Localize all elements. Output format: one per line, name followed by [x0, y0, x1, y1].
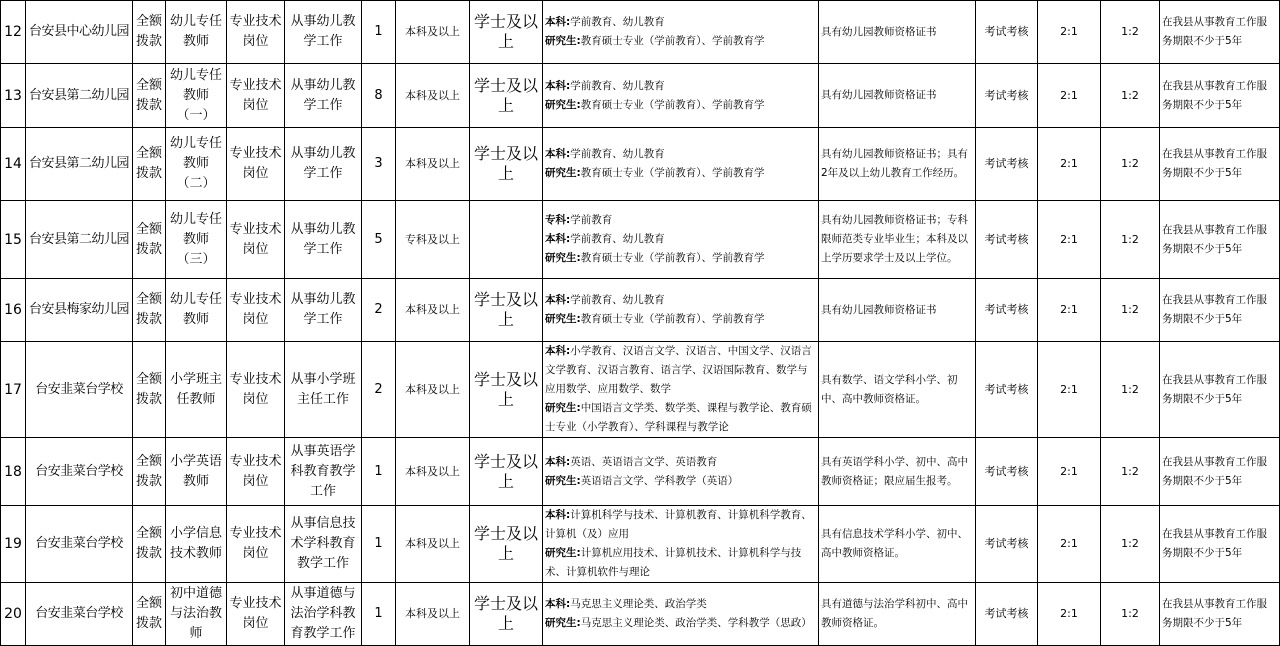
exam-ratio: 2:1 — [1038, 583, 1101, 646]
unit-name: 台安县第二幼儿园 — [26, 128, 133, 201]
major-list: 计算机应用技术、计算机技术、计算机科学与技术、计算机软件与理论 — [545, 547, 802, 578]
other-requirements: 具有幼儿园教师资格证书 — [819, 1, 976, 64]
major-list: 小学教育、汉语言文学、汉语言、中国文学、汉语言文学教育、汉语言教育、语言学、汉语国际教育、数学与应用数学、应用数学、数学 — [545, 345, 812, 395]
unit-name: 台安韭菜台学校 — [26, 583, 133, 646]
major-line — [545, 211, 816, 230]
hire-count: 8 — [362, 64, 396, 128]
row-number: 17 — [1, 342, 26, 438]
major-level-label: 本科: — [545, 233, 571, 245]
row-number: 12 — [1, 1, 26, 64]
hire-count: 3 — [362, 128, 396, 201]
hire-count: 1 — [362, 1, 396, 64]
hire-count: 1 — [362, 506, 396, 583]
post-name: 小学信息技术教师 — [166, 506, 227, 583]
post-category: 专业技术岗位 — [227, 506, 285, 583]
exam-method: 考试考核 — [976, 506, 1038, 583]
row-number: 18 — [1, 438, 26, 506]
row-number: 13 — [1, 64, 26, 128]
exam-ratio: 2:1 — [1038, 438, 1101, 506]
major-list: 学前教育、幼儿教育 — [570, 148, 665, 160]
degree-requirement — [470, 201, 543, 279]
major-line — [545, 595, 816, 614]
education-level: 本科及以上 — [396, 583, 470, 646]
exam-method: 考试考核 — [976, 438, 1038, 506]
exam-method: 考试考核 — [976, 583, 1038, 646]
education-level: 本科及以上 — [396, 342, 470, 438]
major-level-label: 研究生: — [545, 167, 581, 179]
major-list: 马克思主义理论类、政治学类 — [570, 598, 707, 610]
job-duty: 从事幼儿教学工作 — [285, 201, 362, 279]
major-requirement — [543, 128, 819, 201]
major-list: 学前教育 — [570, 214, 613, 226]
interview-ratio: 1:2 — [1101, 201, 1160, 279]
job-duty: 从事道德与法治学科教育教学工作 — [285, 583, 362, 646]
exam-ratio: 2:1 — [1038, 279, 1101, 342]
major-level-label: 研究生: — [545, 617, 581, 629]
exam-ratio: 2:1 — [1038, 201, 1101, 279]
major-level-label: 研究生: — [545, 402, 581, 414]
major-list: 英语、英语语言文学、英语教育 — [570, 455, 718, 468]
job-duty: 从事幼儿教学工作 — [285, 1, 362, 64]
major-line — [545, 291, 816, 310]
major-requirement — [543, 438, 819, 506]
table-row — [1, 128, 1280, 201]
degree-requirement: 学士及以上 — [470, 583, 543, 646]
major-line — [545, 453, 816, 472]
service-note: 在我县从事教育工作服务期限不少于5年 — [1160, 279, 1280, 342]
other-requirements: 具有幼儿园教师资格证书 — [819, 64, 976, 128]
interview-ratio: 1:2 — [1101, 128, 1160, 201]
major-line — [545, 96, 816, 115]
major-requirement — [543, 506, 819, 583]
major-list: 教育硕士专业（学前教育）、学前教育学 — [580, 313, 765, 325]
major-line — [545, 472, 816, 491]
post-category: 专业技术岗位 — [227, 64, 285, 128]
major-line — [545, 145, 816, 164]
interview-ratio: 1:2 — [1101, 583, 1160, 646]
major-level-label: 本科: — [545, 509, 571, 521]
post-name: 小学英语教师 — [166, 438, 227, 506]
unit-name: 台安县梅家幼儿园 — [26, 279, 133, 342]
other-requirements: 具有信息技术学科小学、初中、高中教师资格证。 — [819, 506, 976, 583]
post-category: 专业技术岗位 — [227, 1, 285, 64]
funding-type: 全额拨款 — [133, 1, 166, 64]
unit-name: 台安县第二幼儿园 — [26, 64, 133, 128]
hire-count: 1 — [362, 438, 396, 506]
exam-method: 考试考核 — [976, 279, 1038, 342]
funding-type: 全额拨款 — [133, 201, 166, 279]
major-level-label: 研究生: — [545, 252, 581, 264]
major-level-label: 研究生: — [545, 313, 581, 325]
funding-type: 全额拨款 — [133, 342, 166, 438]
education-level: 专科及以上 — [396, 201, 470, 279]
row-number: 20 — [1, 583, 26, 646]
major-list: 教育硕士专业（学前教育）、学前教育学 — [580, 252, 765, 264]
post-name: 幼儿专任教师（三） — [166, 201, 227, 279]
exam-ratio: 2:1 — [1038, 128, 1101, 201]
funding-type: 全额拨款 — [133, 128, 166, 201]
funding-type: 全额拨款 — [133, 279, 166, 342]
major-level-label: 本科: — [545, 345, 571, 357]
service-note: 在我县从事教育工作服务期限不少于5年 — [1160, 438, 1280, 506]
unit-name: 台安县第二幼儿园 — [26, 201, 133, 279]
education-level: 本科及以上 — [396, 128, 470, 201]
major-level-label: 研究生: — [545, 98, 581, 111]
major-requirement — [543, 1, 819, 64]
major-list: 学前教育、幼儿教育 — [570, 79, 665, 92]
degree-requirement: 学士及以上 — [470, 342, 543, 438]
interview-ratio: 1:2 — [1101, 342, 1160, 438]
service-note: 在我县从事教育工作服务期限不少于5年 — [1160, 64, 1280, 128]
other-requirements: 具有道德与法治学科初中、高中教师资格证。 — [819, 583, 976, 646]
exam-ratio: 2:1 — [1038, 506, 1101, 583]
service-note: 在我县从事教育工作服务期限不少于5年 — [1160, 342, 1280, 438]
major-requirement — [543, 201, 819, 279]
major-list: 教育硕士专业（学前教育）、学前教育学 — [580, 167, 765, 179]
table-row — [1, 279, 1280, 342]
table-row — [1, 201, 1280, 279]
post-category: 专业技术岗位 — [227, 128, 285, 201]
degree-requirement: 学士及以上 — [470, 506, 543, 583]
major-requirement — [543, 583, 819, 646]
education-level: 本科及以上 — [396, 64, 470, 128]
funding-type: 全额拨款 — [133, 583, 166, 646]
major-level-label: 本科: — [545, 79, 571, 92]
table-row — [1, 1, 1280, 64]
unit-name: 台安韭菜台学校 — [26, 506, 133, 583]
service-note: 在我县从事教育工作服务期限不少于5年 — [1160, 201, 1280, 279]
funding-type: 全额拨款 — [133, 506, 166, 583]
exam-ratio: 2:1 — [1038, 1, 1101, 64]
major-requirement — [543, 64, 819, 128]
funding-type: 全额拨款 — [133, 438, 166, 506]
education-level: 本科及以上 — [396, 438, 470, 506]
unit-name: 台安县中心幼儿园 — [26, 1, 133, 64]
post-name: 初中道德与法治教师 — [166, 583, 227, 646]
major-list: 中国语言文学类、数学类、课程与教学论、教育硕士专业（小学教育）、学科课程与教学论 — [545, 402, 812, 433]
degree-requirement: 学士及以上 — [470, 1, 543, 64]
row-number: 16 — [1, 279, 26, 342]
row-number: 14 — [1, 128, 26, 201]
major-line — [545, 13, 816, 32]
major-level-label: 研究生: — [545, 474, 581, 487]
interview-ratio: 1:2 — [1101, 64, 1160, 128]
service-note: 在我县从事教育工作服务期限不少于5年 — [1160, 128, 1280, 201]
job-duty: 从事幼儿教学工作 — [285, 279, 362, 342]
major-level-label: 本科: — [545, 294, 571, 306]
unit-name: 台安韭菜台学校 — [26, 342, 133, 438]
post-category: 专业技术岗位 — [227, 342, 285, 438]
exam-ratio: 2:1 — [1038, 64, 1101, 128]
major-list: 计算机科学与技术、计算机教育、计算机科学教育、计算机（及）应用 — [545, 509, 812, 540]
exam-method: 考试考核 — [976, 1, 1038, 64]
major-level-label: 本科: — [545, 598, 571, 610]
major-level-label: 专科: — [545, 214, 571, 226]
row-number: 19 — [1, 506, 26, 583]
other-requirements: 具有英语学科小学、初中、高中教师资格证；限应届生报考。 — [819, 438, 976, 506]
other-requirements: 具有数学、语文学科小学、初中、高中教师资格证。 — [819, 342, 976, 438]
job-duty: 从事英语学科教育教学工作 — [285, 438, 362, 506]
interview-ratio: 1:2 — [1101, 279, 1160, 342]
hire-count: 2 — [362, 342, 396, 438]
major-line — [545, 249, 816, 268]
interview-ratio: 1:2 — [1101, 506, 1160, 583]
major-line — [545, 164, 816, 183]
other-requirements: 具有幼儿园教师资格证书；专科限师范类专业毕业生；本科及以上学历要求学士及以上学位。 — [819, 201, 976, 279]
exam-method: 考试考核 — [976, 342, 1038, 438]
service-note: 在我县从事教育工作服务期限不少于5年 — [1160, 506, 1280, 583]
job-duty: 从事幼儿教学工作 — [285, 64, 362, 128]
table-row — [1, 506, 1280, 583]
major-line — [545, 77, 816, 96]
major-level-label: 研究生: — [545, 35, 581, 47]
hire-count: 1 — [362, 583, 396, 646]
table-row — [1, 438, 1280, 506]
degree-requirement: 学士及以上 — [470, 438, 543, 506]
education-level: 本科及以上 — [396, 1, 470, 64]
post-name: 幼儿专任教师 — [166, 1, 227, 64]
major-line — [545, 310, 816, 329]
table-body — [1, 1, 1280, 646]
major-level-label: 本科: — [545, 16, 571, 28]
post-name: 小学班主任教师 — [166, 342, 227, 438]
degree-requirement: 学士及以上 — [470, 279, 543, 342]
major-requirement — [543, 342, 819, 438]
unit-name: 台安韭菜台学校 — [26, 438, 133, 506]
table-row — [1, 583, 1280, 646]
degree-requirement: 学士及以上 — [470, 128, 543, 201]
post-category: 专业技术岗位 — [227, 201, 285, 279]
table-row — [1, 342, 1280, 438]
major-requirement — [543, 279, 819, 342]
post-category: 专业技术岗位 — [227, 279, 285, 342]
job-duty: 从事幼儿教学工作 — [285, 128, 362, 201]
post-category: 专业技术岗位 — [227, 438, 285, 506]
major-line — [545, 32, 816, 51]
major-list: 学前教育、幼儿教育 — [570, 294, 665, 306]
post-name: 幼儿专任教师 — [166, 279, 227, 342]
major-line — [545, 614, 816, 633]
major-list: 教育硕士专业（学前教育）、学前教育学 — [580, 98, 765, 111]
hire-count: 5 — [362, 201, 396, 279]
education-level: 本科及以上 — [396, 279, 470, 342]
other-requirements: 具有幼儿园教师资格证书 — [819, 279, 976, 342]
major-list: 学前教育、幼儿教育 — [570, 16, 665, 28]
degree-requirement: 学士及以上 — [470, 64, 543, 128]
major-list: 教育硕士专业（学前教育）、学前教育学 — [580, 35, 765, 47]
job-duty: 从事小学班主任工作 — [285, 342, 362, 438]
major-line — [545, 506, 816, 544]
post-name: 幼儿专任教师（一） — [166, 64, 227, 128]
major-level-label: 本科: — [545, 148, 571, 160]
exam-method: 考试考核 — [976, 201, 1038, 279]
major-list: 英语语言文学、学科教学（英语） — [580, 474, 739, 487]
exam-ratio: 2:1 — [1038, 342, 1101, 438]
row-number: 15 — [1, 201, 26, 279]
post-category: 专业技术岗位 — [227, 583, 285, 646]
major-list: 马克思主义理论类、政治学类、学科教学（思政） — [580, 617, 812, 629]
exam-method: 考试考核 — [976, 128, 1038, 201]
interview-ratio: 1:2 — [1101, 1, 1160, 64]
major-list: 学前教育、幼儿教育 — [570, 233, 665, 245]
major-level-label: 研究生: — [545, 547, 581, 559]
other-requirements: 具有幼儿园教师资格证书；具有2年及以上幼儿教育工作经历。 — [819, 128, 976, 201]
hire-count: 2 — [362, 279, 396, 342]
major-line — [545, 544, 816, 582]
service-note: 在我县从事教育工作服务期限不少于5年 — [1160, 583, 1280, 646]
interview-ratio: 1:2 — [1101, 438, 1160, 506]
major-line — [545, 342, 816, 399]
table-row — [1, 64, 1280, 128]
major-line — [545, 230, 816, 249]
post-name: 幼儿专任教师（二） — [166, 128, 227, 201]
service-note: 在我县从事教育工作服务期限不少于5年 — [1160, 1, 1280, 64]
exam-method: 考试考核 — [976, 64, 1038, 128]
major-level-label: 本科: — [545, 455, 571, 468]
education-level: 本科及以上 — [396, 506, 470, 583]
job-duty: 从事信息技术学科教育教学工作 — [285, 506, 362, 583]
funding-type: 全额拨款 — [133, 64, 166, 128]
major-line — [545, 399, 816, 437]
